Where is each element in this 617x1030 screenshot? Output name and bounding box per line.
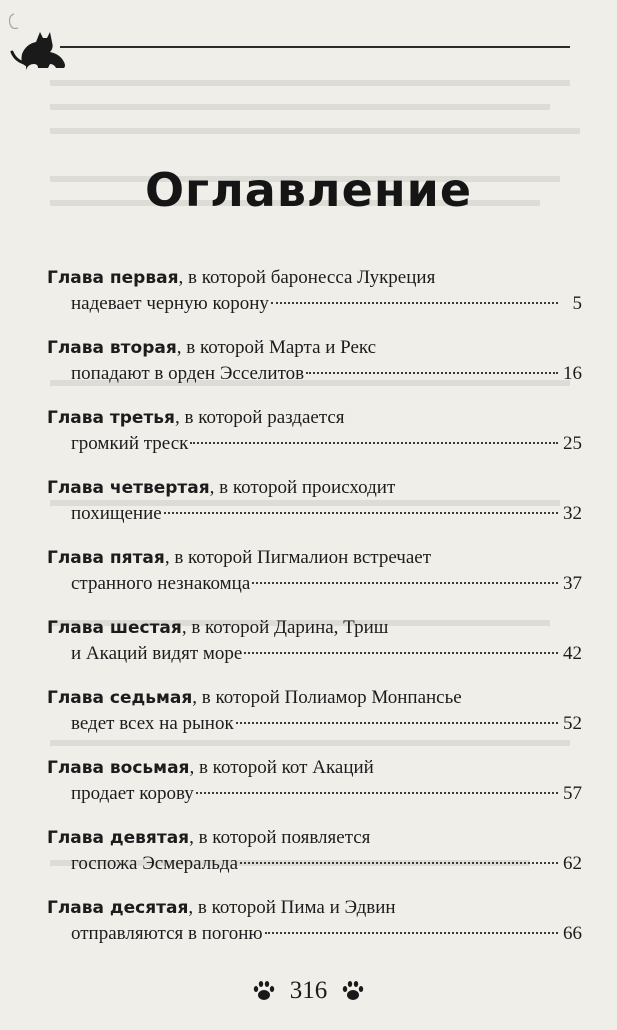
dot-leader [244, 652, 558, 654]
toc-entry [47, 755, 582, 825]
page-number: 32 [563, 503, 582, 524]
header-rule [60, 46, 570, 48]
cat-silhouette-icon [4, 4, 76, 70]
chapter-subtitle: , в которой Дарина, Триш [181, 617, 389, 638]
chapter-subtitle: , в которой появляется [189, 827, 371, 848]
chapter-subtitle-cont: странного незнакомца [71, 573, 251, 594]
chapter-title: Глава десятая [47, 898, 189, 918]
page-footer [0, 977, 617, 1005]
chapter-subtitle: , в которой раздается [174, 407, 345, 428]
page-number: 52 [563, 713, 582, 734]
chapter-subtitle: , в которой Марта и Рекс [176, 337, 377, 358]
dot-leader [252, 582, 558, 584]
toc-entry [47, 475, 582, 545]
chapter-subtitle: , в которой Полиамор Монпансье [192, 687, 462, 708]
chapter-subtitle: , в которой Пигмалион встречает [164, 547, 432, 568]
dot-leader [306, 372, 558, 374]
page-number: 42 [563, 643, 582, 664]
toc-entry [47, 895, 582, 965]
paw-print-icon [252, 980, 276, 1002]
dot-leader [265, 932, 558, 934]
chapter-title: Глава первая [47, 268, 179, 288]
toc-entry [47, 405, 582, 475]
toc-entry [47, 265, 582, 335]
chapter-subtitle: , в которой баронесса Лукреция [178, 267, 436, 288]
page-number: 57 [563, 783, 582, 804]
chapter-subtitle-cont: громкий треск [71, 433, 189, 454]
chapter-title: Глава девятая [47, 828, 190, 848]
page-number: 62 [563, 853, 582, 874]
chapter-title: Глава восьмая [47, 758, 190, 778]
table-of-contents [47, 265, 582, 965]
chapter-subtitle-cont: продает корову [71, 783, 194, 804]
dot-leader [190, 442, 558, 444]
chapter-subtitle-cont: отправляются в погоню [71, 923, 263, 944]
chapter-title: Глава вторая [47, 338, 177, 358]
chapter-subtitle-cont: надевает черную корону [71, 293, 269, 314]
chapter-subtitle-cont: и Акаций видят море [71, 643, 243, 664]
chapter-subtitle-cont: попадают в орден Эсселитов [71, 363, 305, 384]
page-number: 66 [563, 923, 582, 944]
toc-entry [47, 685, 582, 755]
dot-leader [164, 512, 558, 514]
chapter-subtitle-cont: госпожа Эсмеральда [71, 853, 239, 874]
footer-page-number: 316 [289, 977, 328, 1004]
chapter-title: Глава седьмая [47, 688, 193, 708]
toc-entry [47, 615, 582, 685]
chapter-subtitle-cont: похищение [71, 503, 162, 524]
paw-print-icon [341, 980, 365, 1002]
chapter-subtitle: , в которой Пима и Эдвин [188, 897, 396, 918]
chapter-title: Глава шестая [47, 618, 182, 638]
chapter-subtitle-cont: ведет всех на рынок [71, 713, 234, 734]
dot-leader [240, 862, 558, 864]
page-number: 16 [563, 363, 582, 384]
page-title: Оглавление [144, 163, 473, 217]
chapter-title: Глава третья [47, 408, 175, 428]
page-number: 37 [563, 573, 582, 594]
toc-entry [47, 335, 582, 405]
chapter-title: Глава четвертая [47, 478, 210, 498]
chapter-title: Глава пятая [47, 548, 165, 568]
dot-leader [196, 792, 558, 794]
toc-entry [47, 825, 582, 895]
dot-leader [271, 302, 558, 304]
page-number: 25 [563, 433, 582, 454]
page-number: 5 [572, 293, 582, 314]
dot-leader [236, 722, 558, 724]
chapter-subtitle: , в которой происходит [209, 477, 396, 498]
chapter-subtitle: , в которой кот Акаций [189, 757, 374, 778]
toc-entry [47, 545, 582, 615]
